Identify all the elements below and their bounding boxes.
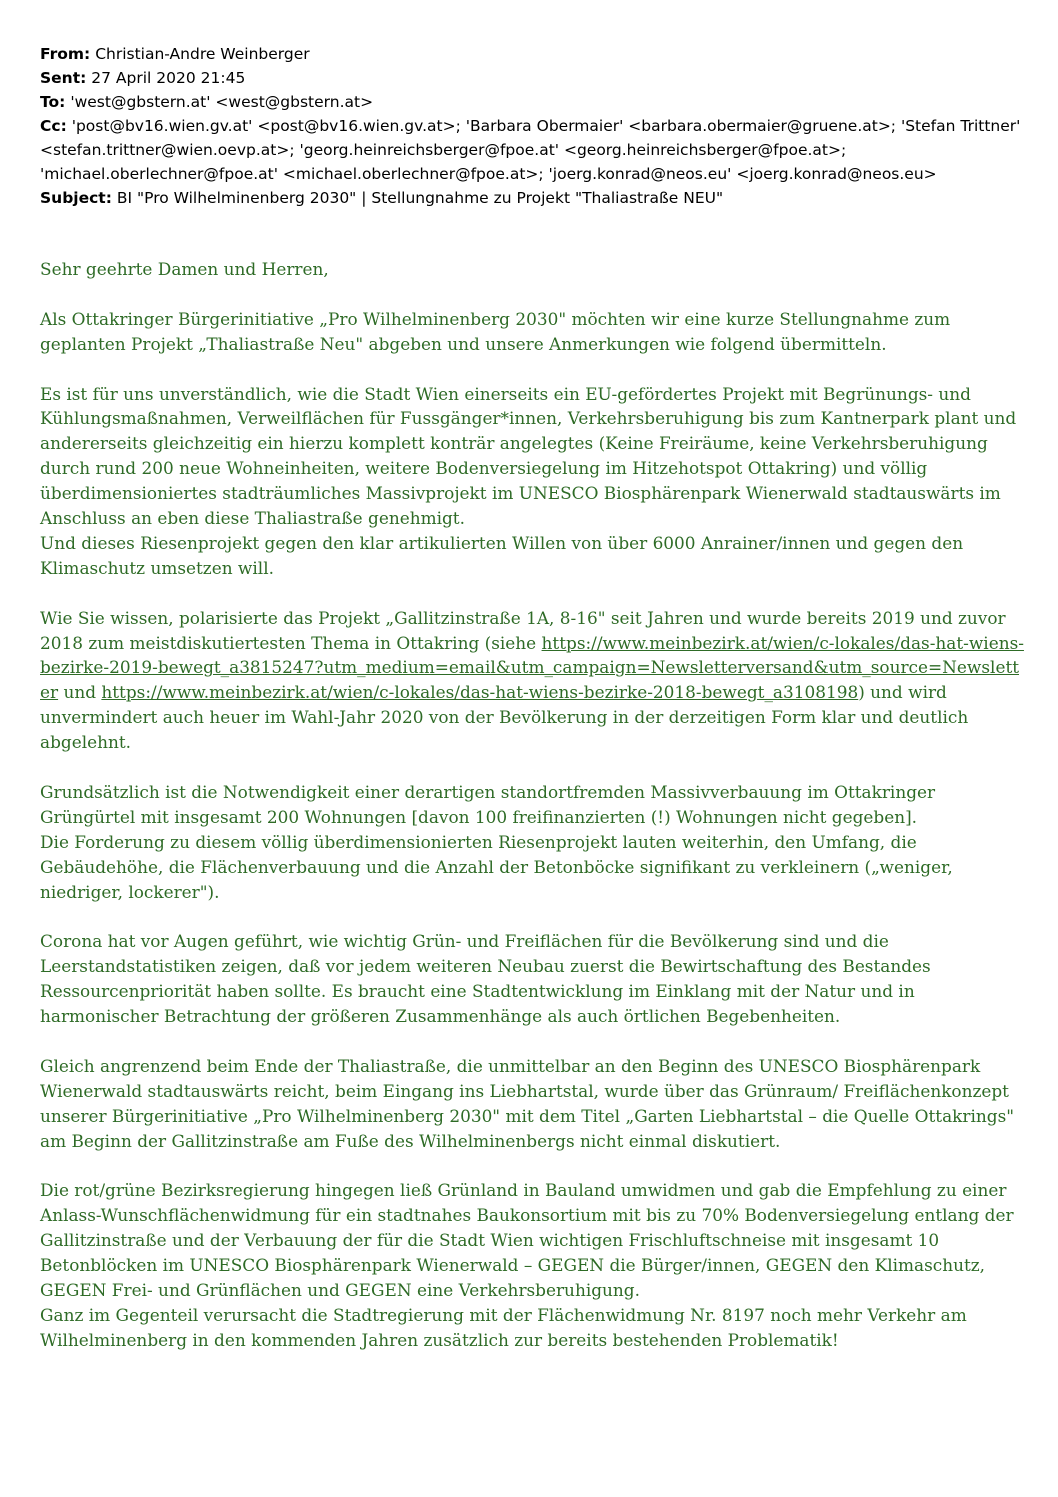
link-2018-article[interactable]: https://www.meinbezirk.at/wien/c-lokales/das-hat-wiens-bezirke-2018-bewegt_a3108198 bbox=[101, 682, 859, 703]
paragraph-2-part-a: Es ist für uns unverständlich, wie die Stadt Wien einerseits ein EU-gefördertes Projekt mit Begrünungs- und Kühlungsmaßnahmen, Verweilflächen für Fussgänger*innen, Verkehrsberuhigung bis zum Kantnerpark plant und andererseits gleichzeitig ein hierzu komplett konträr angelegtes (Keine Freiräume, keine Verkehrsberuhigung durch rund 200 neue Wohneinheiten, weitere Bodenversiegelung im Hitzehotspot Ottakring) und völlig überdimensioniertes stadträumliches Massivprojekt im UNESCO Biosphärenpark Wienerwald stadtauswärts im Anschluss an eben diese Thaliastraße genehmigt. bbox=[40, 383, 1017, 529]
subject-value: BI "Pro Wilhelminenberg 2030" | Stellungnahme zu Projekt "Thaliastraße NEU" bbox=[116, 189, 724, 207]
paragraph-3-text-after: ) und wird unvermindert auch heuer im Wahl-Jahr 2020 von der Bevölkerung in der derzeitigen Form klar und deutlich abgelehnt. bbox=[40, 682, 969, 753]
paragraph-6: Gleich angrenzend beim Ende der Thaliastraße, die unmittelbar an den Beginn des UNESCO Biosphärenpark Wienerwald stadtauswärts reicht, beim Eingang ins Liebhartstal, wurde über das Grünraum/ Freiflächenkonzept unserer Bürgerinitiative „Pro Wilhelminenberg 2030" mit dem Titel „Garten Liebhartstal – die Quelle Ottakrings" am Beginn der Gallitzinstraße am Fuße des Wilhelminenbergs nicht einmal diskutiert. bbox=[40, 1055, 1015, 1151]
to-label: To: bbox=[40, 93, 66, 111]
paragraph-7 bbox=[40, 1178, 1025, 1352]
subject-label: Subject: bbox=[40, 189, 112, 207]
paragraph-7-part-a: Die rot/grüne Bezirksregierung hingegen ließ Grünland in Bauland umwidmen und gab die Empfehlung zu einer Anlass-Wunschflächenwidmung für ein stadtnahes Baukonsortium mit bis zu 70% Bodenversiegelung entlang der Gallitzinstraße und der Verbauung der für die Stadt Wien wichtigen Frischluftschneise mit insgesamt 10 Betonblöcken im UNESCO Biosphärenpark Wienerwald – GEGEN die Bürger/innen, GEGEN den Klimaschutz, GEGEN Frei- und Grünflächen und GEGEN eine Verkehrsberuhigung. bbox=[40, 1180, 1014, 1301]
cc-row bbox=[40, 114, 1040, 186]
sent-row bbox=[40, 66, 1040, 90]
sent-value: 27 April 2020 21:45 bbox=[91, 69, 246, 87]
paragraph-2 bbox=[40, 382, 1025, 581]
paragraph-3-text-mid: und bbox=[58, 682, 102, 703]
subject-row bbox=[40, 186, 1040, 210]
from-label: From: bbox=[40, 45, 91, 63]
to-value: 'west@gbstern.at' <west@gbstern.at> bbox=[70, 93, 374, 111]
paragraph-4-part-a: Grundsätzlich ist die Notwendigkeit einer derartigen standortfremden Massivverbauung im Ottakringer Grüngürtel mit insgesamt 200 Wohnungen [davon 100 freifinanzierten (!) Wohnungen nicht gegeben]. bbox=[40, 781, 936, 827]
from-value: Christian-Andre Weinberger bbox=[95, 45, 310, 63]
paragraph-2-part-b: Und dieses Riesenprojekt gegen den klar artikulierten Willen von über 6000 Anrainer/innen und gegen den Klimaschutz umsetzen will. bbox=[40, 532, 964, 578]
paragraph-1: Als Ottakringer Bürgerinitiative „Pro Wilhelminenberg 2030" möchten wir eine kurze Stellungnahme zum geplanten Projekt „Thaliastraße Neu" abgeben und unsere Anmerkungen wie folgend übermitteln. bbox=[40, 308, 951, 354]
email-body bbox=[40, 257, 1025, 1378]
cc-label: Cc: bbox=[40, 117, 67, 135]
cc-value: 'post@bv16.wien.gv.at' <post@bv16.wien.gv.at>; 'Barbara Obermaier' <barbara.obermaier@gruene.at>; 'Stefan Trittner' <stefan.trittner@wien.oevp.at>; 'georg.heinreichsberger@fpoe.at' <georg.heinreichsberger@fpoe.at>; 'michael.oberlechner@fpoe.at' <michael.oberlechner@fpoe.at>; 'joerg.konrad@neos.eu' <joerg.konrad@neos.eu> bbox=[40, 117, 1021, 183]
paragraph-4-part-b: Die Forderung zu diesem völlig überdimensionierten Riesenprojekt lauten weiterhin, den Umfang, die Gebäudehöhe, die Flächenverbauung und die Anzahl der Betonböcke signifikant zu verkleinern („weniger, niedriger, lockerer"). bbox=[40, 831, 953, 902]
paragraph-5: Corona hat vor Augen geführt, wie wichtig Grün- und Freiflächen für die Bevölkerung sind und die Leerstandstatistiken zeigen, daß vor jedem weiteren Neubau zuerst die Bewirtschaftung des Bestandes Ressourcenpriorität haben sollte. Es braucht eine Stadtentwicklung im Einklang mit der Natur und in harmonischer Betrachtung der größeren Zusammenhänge als auch örtlichen Begebenheiten. bbox=[40, 931, 931, 1027]
email-header bbox=[40, 42, 1040, 210]
paragraph-3-text-before: Wie Sie wissen, polarisierte das Projekt „Gallitzinstraße 1A, 8-16" seit Jahren und wurde bereits 2019 und zuvor 2018 zum meistdiskutiertesten Thema in Ottakring (siehe bbox=[40, 607, 1006, 653]
paragraph-4 bbox=[40, 780, 1025, 905]
link-2019-article[interactable]: https://www.meinbezirk.at/wien/c-lokales/das-hat-wiens-bezirke-2019-bewegt_a3815247?utm_medium=email&utm_campaign=Newsletterversand&utm_source=Newsletter bbox=[40, 632, 1024, 703]
from-row bbox=[40, 42, 1040, 66]
to-row bbox=[40, 90, 1040, 114]
greeting: Sehr geehrte Damen und Herren, bbox=[40, 259, 329, 279]
paragraph-3 bbox=[40, 606, 1025, 755]
sent-label: Sent: bbox=[40, 69, 87, 87]
paragraph-7-part-b: Ganz im Gegenteil verursacht die Stadtregierung mit der Flächenwidmung Nr. 8197 noch mehr Verkehr am Wilhelminenberg in den kommenden Jahren zusätzlich zur bereits bestehenden Problematik! bbox=[40, 1304, 967, 1350]
